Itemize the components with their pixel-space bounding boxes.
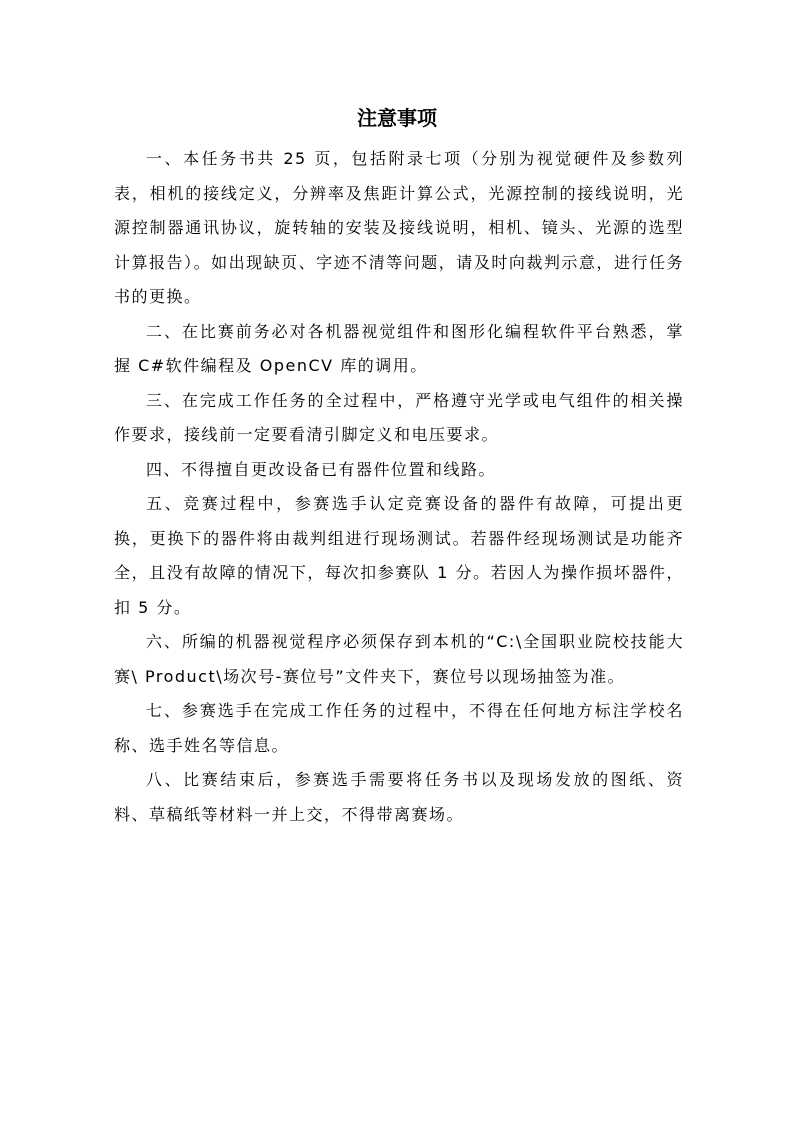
notice-item-6: 六、所编的机器视觉程序必须保存到本机的“C:\全国职业院校技能大赛\ Product\场次号-赛位号”文件夹下，赛位号以现场抽签为准。 bbox=[114, 632, 684, 686]
notice-item-2: 二、在比赛前务必对各机器视觉组件和图形化编程软件平台熟悉，掌握 C#软件编程及 OpenCV 库的调用。 bbox=[114, 321, 684, 375]
notice-item-8: 八、比赛结束后，参赛选手需要将任务书以及现场发放的图纸、资料、草稿纸等材料一并上交，不得带离赛场。 bbox=[114, 770, 684, 824]
notice-item-7: 七、参赛选手在完成工作任务的过程中，不得在任何地方标注学校名称、选手姓名等信息。 bbox=[114, 701, 684, 755]
notice-item-1: 一、本任务书共 25 页，包括附录七项（分别为视觉硬件及参数列表，相机的接线定义，分辨率及焦距计算公式，光源控制的接线说明，光源控制器通讯协议，旋转轴的安装及接线说明，相机、镜头、光源的选型计算报告）。如出现缺页、字迹不清等问题，请及时向裁判示意，进行任务书的更换。 bbox=[114, 149, 684, 306]
notice-body bbox=[114, 142, 684, 832]
notice-item-3: 三、在完成工作任务的全过程中，严格遵守光学或电气组件的相关操作要求，接线前一定要看清引脚定义和电压要求。 bbox=[114, 390, 684, 444]
page-title: 注意事项 bbox=[357, 106, 437, 130]
notice-item-4: 四、不得擅自更改设备已有器件位置和线路。 bbox=[146, 459, 497, 479]
notice-item-5: 五、竞赛过程中，参赛选手认定竞赛设备的器件有故障，可提出更换，更换下的器件将由裁判组进行现场测试。若器件经现场测试是功能齐全，且没有故障的情况下，每次扣参赛队 1 分。若因人为操作损坏器件，扣 5 分。 bbox=[114, 494, 684, 617]
